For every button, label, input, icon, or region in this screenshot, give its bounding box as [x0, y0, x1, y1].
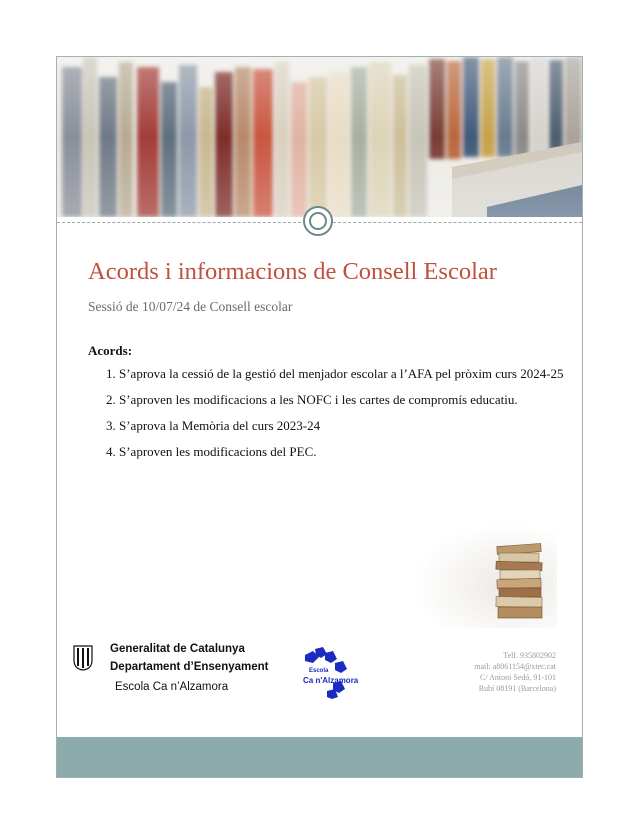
- school-name: Escola Ca n’Alzamora: [115, 681, 229, 693]
- book-stack-icon: [397, 523, 557, 628]
- document-page: [56, 56, 583, 778]
- acords-list: [106, 365, 564, 469]
- footer-band: [57, 737, 582, 777]
- logo-school-text: Ca n'Alzamora: [303, 676, 359, 685]
- generalitat-block: [73, 641, 313, 701]
- contact-phone: Telf. 935802902: [503, 651, 556, 660]
- contact-info: [474, 650, 556, 694]
- generalitat-shield-icon: [73, 645, 93, 671]
- generalitat-name: Generalitat de Catalunya: [110, 643, 245, 655]
- bookshelf-photo: [57, 57, 582, 217]
- contact-mail: mail: a8061154@xtec.cat: [474, 662, 556, 671]
- page-title: Acords i informacions de Consell Escolar: [88, 258, 497, 285]
- list-item: 4. S’aproven les modificacions del PEC.: [106, 444, 317, 459]
- circle-ornament-icon: [303, 206, 333, 236]
- contact-city: Rubí 08191 (Barcelona): [478, 684, 556, 693]
- list-item: 3. S’aprova la Memòria del curs 2023-24: [106, 418, 321, 433]
- school-logo: [301, 647, 367, 699]
- acords-heading: Acords:: [88, 343, 133, 358]
- logo-escola-text: Escola: [309, 668, 329, 674]
- department-name: Departament d’Ensenyament: [110, 661, 269, 673]
- list-item: 2. S’aproven les modificacions a les NOFC i les cartes de compromís educatiu.: [106, 392, 518, 407]
- list-item: 1. S’aprova la cessió de la gestió del menjador escolar a l’AFA pel pròxim curs 2024-25: [106, 366, 564, 381]
- session-subtitle: Sessió de 10/07/24 de Consell escolar: [88, 299, 293, 314]
- contact-address: C/ Antoni Sedó, 91-101: [479, 673, 556, 682]
